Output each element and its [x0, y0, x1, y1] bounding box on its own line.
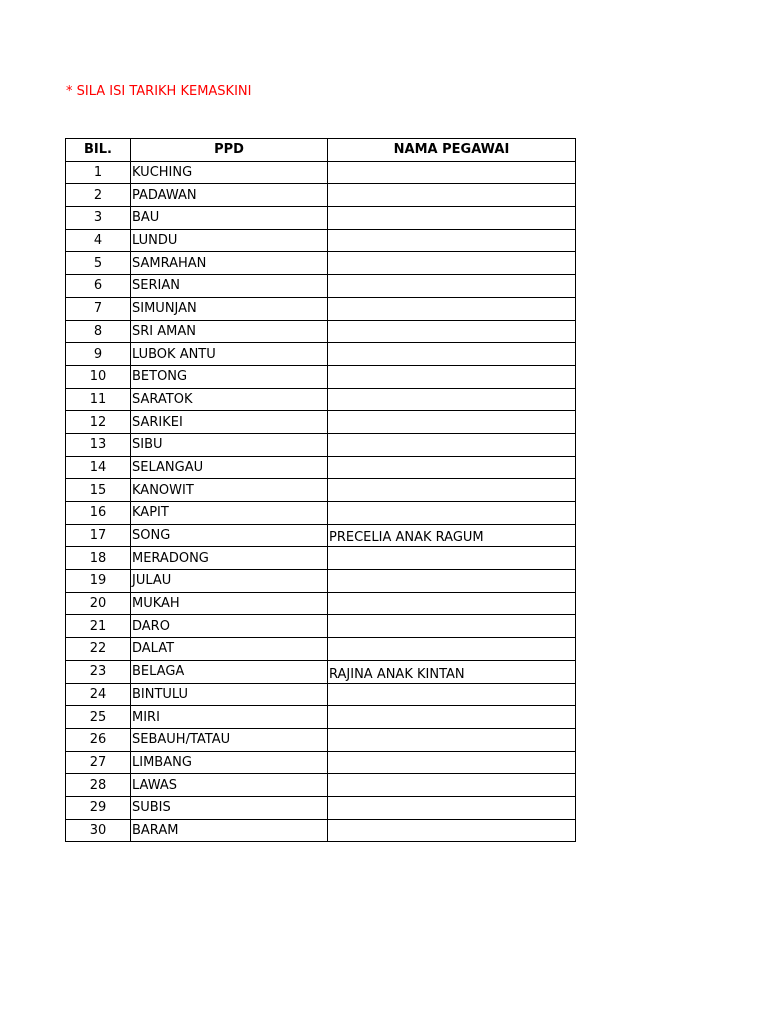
nama-pegawai-cell[interactable]	[328, 433, 576, 456]
bil-cell[interactable]: 16	[66, 502, 131, 525]
nama-pegawai-cell[interactable]	[328, 547, 576, 570]
header-row	[66, 139, 576, 162]
nama-pegawai-cell[interactable]	[328, 411, 576, 434]
nama-pegawai-cell[interactable]	[328, 615, 576, 638]
ppd-cell[interactable]: MERADONG	[131, 547, 328, 570]
table-row	[66, 570, 576, 593]
table-row	[66, 638, 576, 661]
ppd-cell[interactable]: BINTULU	[131, 683, 328, 706]
ppd-cell[interactable]: SRI AMAN	[131, 320, 328, 343]
bil-cell[interactable]: 25	[66, 706, 131, 729]
table-row	[66, 320, 576, 343]
ppd-cell[interactable]: KUCHING	[131, 161, 328, 184]
bil-cell[interactable]: 6	[66, 275, 131, 298]
nama-pegawai-cell[interactable]	[328, 819, 576, 842]
nama-pegawai-cell[interactable]	[328, 479, 576, 502]
nama-pegawai-cell[interactable]	[328, 275, 576, 298]
table-row	[66, 524, 576, 547]
header-ppd: PPD	[131, 139, 328, 162]
nama-pegawai-cell[interactable]	[328, 638, 576, 661]
ppd-cell[interactable]: BAU	[131, 207, 328, 230]
header-bil: BIL.	[66, 139, 131, 162]
ppd-cell[interactable]: LUBOK ANTU	[131, 343, 328, 366]
ppd-cell[interactable]: SERIAN	[131, 275, 328, 298]
ppd-cell[interactable]: SELANGAU	[131, 456, 328, 479]
bil-cell[interactable]: 4	[66, 229, 131, 252]
nama-pegawai-cell[interactable]	[328, 751, 576, 774]
table-row	[66, 207, 576, 230]
bil-cell[interactable]: 23	[66, 660, 131, 683]
table-row	[66, 660, 576, 683]
nama-pegawai-cell[interactable]	[328, 297, 576, 320]
table-row	[66, 161, 576, 184]
bil-cell[interactable]: 14	[66, 456, 131, 479]
table-row	[66, 184, 576, 207]
bil-cell[interactable]: 2	[66, 184, 131, 207]
table-row	[66, 774, 576, 797]
bil-cell[interactable]: 1	[66, 161, 131, 184]
bil-cell[interactable]: 26	[66, 728, 131, 751]
ppd-cell[interactable]: SEBAUH/TATAU	[131, 728, 328, 751]
table-row	[66, 433, 576, 456]
table-row	[66, 683, 576, 706]
nama-pegawai-cell[interactable]	[328, 252, 576, 275]
bil-cell[interactable]: 13	[66, 433, 131, 456]
nama-pegawai-cell[interactable]: RAJINA ANAK KINTAN	[328, 660, 576, 683]
ppd-cell[interactable]: DALAT	[131, 638, 328, 661]
table-body	[66, 161, 576, 842]
bil-cell[interactable]: 28	[66, 774, 131, 797]
nama-pegawai-cell[interactable]	[328, 796, 576, 819]
nama-pegawai-cell[interactable]	[328, 229, 576, 252]
ppd-cell[interactable]: SIMUNJAN	[131, 297, 328, 320]
bil-cell[interactable]: 22	[66, 638, 131, 661]
officer-table	[65, 138, 576, 842]
ppd-cell[interactable]: MIRI	[131, 706, 328, 729]
ppd-cell[interactable]: SONG	[131, 524, 328, 547]
ppd-cell[interactable]: KAPIT	[131, 502, 328, 525]
nama-pegawai-cell[interactable]	[328, 774, 576, 797]
bil-cell[interactable]: 11	[66, 388, 131, 411]
nama-pegawai-cell[interactable]	[328, 320, 576, 343]
ppd-cell[interactable]: BELAGA	[131, 660, 328, 683]
table-row	[66, 456, 576, 479]
ppd-cell[interactable]: SIBU	[131, 433, 328, 456]
bil-cell[interactable]: 24	[66, 683, 131, 706]
nama-pegawai-cell[interactable]	[328, 728, 576, 751]
bil-cell[interactable]: 3	[66, 207, 131, 230]
ppd-cell[interactable]: BARAM	[131, 819, 328, 842]
bil-cell[interactable]: 15	[66, 479, 131, 502]
nama-pegawai-cell[interactable]	[328, 706, 576, 729]
ppd-cell[interactable]: SARIKEI	[131, 411, 328, 434]
table-row	[66, 479, 576, 502]
bil-cell[interactable]: 27	[66, 751, 131, 774]
nama-pegawai-cell[interactable]	[328, 592, 576, 615]
update-date-note: * SILA ISI TARIKH KEMASKINI	[66, 84, 252, 99]
nama-pegawai-cell[interactable]	[328, 161, 576, 184]
table-row	[66, 297, 576, 320]
bil-cell[interactable]: 9	[66, 343, 131, 366]
ppd-cell[interactable]: BETONG	[131, 365, 328, 388]
table-row	[66, 275, 576, 298]
table-row	[66, 365, 576, 388]
ppd-cell[interactable]: SARATOK	[131, 388, 328, 411]
table-row	[66, 343, 576, 366]
bil-cell[interactable]: 5	[66, 252, 131, 275]
ppd-cell[interactable]: SAMRAHAN	[131, 252, 328, 275]
table-row	[66, 547, 576, 570]
nama-pegawai-cell[interactable]	[328, 502, 576, 525]
table-row	[66, 728, 576, 751]
nama-pegawai-cell[interactable]	[328, 570, 576, 593]
ppd-cell[interactable]: DARO	[131, 615, 328, 638]
bil-cell[interactable]: 7	[66, 297, 131, 320]
nama-pegawai-cell[interactable]	[328, 343, 576, 366]
ppd-cell[interactable]: PADAWAN	[131, 184, 328, 207]
table-row	[66, 502, 576, 525]
table-row	[66, 615, 576, 638]
bil-cell[interactable]: 18	[66, 547, 131, 570]
nama-pegawai-cell[interactable]	[328, 184, 576, 207]
ppd-cell[interactable]: SUBIS	[131, 796, 328, 819]
nama-pegawai-cell[interactable]	[328, 207, 576, 230]
bil-cell[interactable]: 20	[66, 592, 131, 615]
bil-cell[interactable]: 29	[66, 796, 131, 819]
table-row	[66, 229, 576, 252]
table-row	[66, 388, 576, 411]
bil-cell[interactable]: 21	[66, 615, 131, 638]
bil-cell[interactable]: 19	[66, 570, 131, 593]
bil-cell[interactable]: 10	[66, 365, 131, 388]
nama-pegawai-cell[interactable]	[328, 365, 576, 388]
table-row	[66, 796, 576, 819]
table-row	[66, 252, 576, 275]
nama-pegawai-cell[interactable]	[328, 388, 576, 411]
ppd-cell[interactable]: MUKAH	[131, 592, 328, 615]
table-row	[66, 592, 576, 615]
nama-pegawai-cell[interactable]: PRECELIA ANAK RAGUM	[328, 524, 576, 547]
table-row	[66, 819, 576, 842]
ppd-cell[interactable]: LUNDU	[131, 229, 328, 252]
nama-pegawai-cell[interactable]	[328, 456, 576, 479]
bil-cell[interactable]: 17	[66, 524, 131, 547]
bil-cell[interactable]: 8	[66, 320, 131, 343]
ppd-cell[interactable]: LIMBANG	[131, 751, 328, 774]
bil-cell[interactable]: 30	[66, 819, 131, 842]
ppd-cell[interactable]: LAWAS	[131, 774, 328, 797]
table-row	[66, 751, 576, 774]
nama-pegawai-cell[interactable]	[328, 683, 576, 706]
table-row	[66, 706, 576, 729]
table-row	[66, 411, 576, 434]
header-nama-pegawai: NAMA PEGAWAI	[328, 139, 576, 162]
bil-cell[interactable]: 12	[66, 411, 131, 434]
ppd-cell[interactable]: KANOWIT	[131, 479, 328, 502]
ppd-cell[interactable]: JULAU	[131, 570, 328, 593]
